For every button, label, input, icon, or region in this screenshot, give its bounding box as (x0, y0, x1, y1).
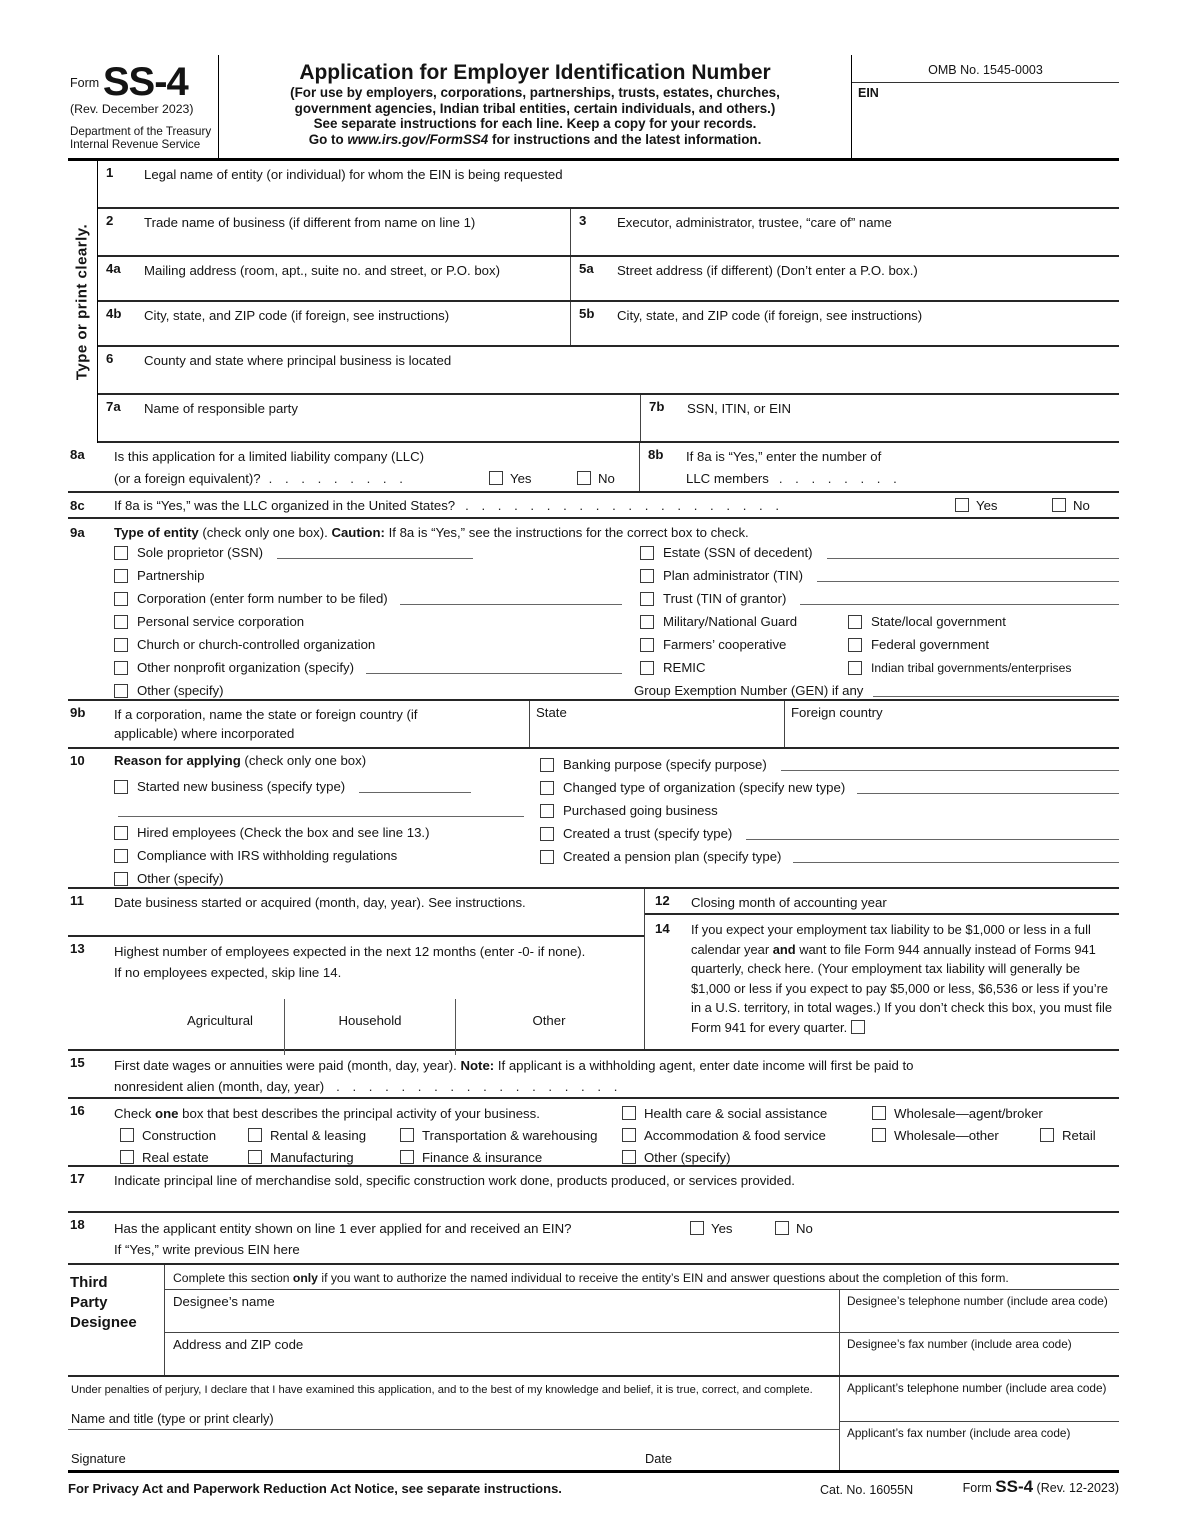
fill-line[interactable] (873, 684, 1119, 697)
line-7a-responsible-party[interactable] (98, 395, 641, 441)
line-label: Indicate principal line of merchandise sold, specific construction work done, products produced, or services provided. (114, 1173, 795, 1188)
purchased-going-business-checkbox[interactable] (540, 804, 554, 818)
line-label: City, state, and ZIP code (if foreign, see instructions) (144, 308, 450, 323)
started-new-business-checkbox[interactable] (114, 780, 128, 794)
option-label: Transportation & warehousing (422, 1127, 598, 1143)
line-number: 12 (655, 893, 670, 908)
line-number: 8a (70, 447, 85, 462)
line-number: 13 (70, 941, 85, 956)
irs-withholding-compliance-checkbox[interactable] (114, 849, 128, 863)
fill-line[interactable] (857, 781, 1119, 794)
name-and-title-cell[interactable]: Name and title (type or print clearly) (68, 1403, 839, 1430)
applicant-fax-cell[interactable]: Applicant’s fax number (include area code) (847, 1426, 1071, 1440)
line-label: County and state where principal business is located (144, 353, 452, 368)
sole-proprietor-checkbox[interactable] (114, 546, 128, 560)
catalog-number: Cat. No. 16055N (820, 1483, 914, 1497)
option-label: Banking purpose (specify purpose) (563, 757, 767, 772)
line-label: SSN, ITIN, or EIN (687, 401, 792, 416)
no-label: No (796, 1220, 813, 1236)
line-3-executor[interactable] (571, 209, 1119, 255)
employee-columns (156, 999, 644, 1055)
option-label: Trust (TIN of grantor) (663, 591, 787, 606)
option-label: State/local government (871, 614, 1006, 629)
hired-employees-checkbox[interactable] (114, 826, 128, 840)
signature-section (68, 1377, 1119, 1473)
fill-line[interactable] (277, 546, 473, 559)
gen-label: Group Exemption Number (GEN) if any (634, 683, 864, 698)
fill-line[interactable] (746, 827, 1119, 840)
lines-1-7-block (68, 161, 1119, 443)
line-label: Trade name of business (if different from name on line 1) (144, 215, 476, 230)
option-label: Health care & social assistance (644, 1105, 828, 1121)
line-label: Closing month of accounting year (691, 895, 887, 910)
date-label: Date (645, 1451, 673, 1466)
lines-11-13-column (68, 889, 645, 1049)
form-header (68, 55, 1119, 161)
line-18-yes-checkbox[interactable] (690, 1221, 704, 1235)
line-number: 9a (70, 524, 85, 540)
rental-leasing-checkbox[interactable] (248, 1128, 262, 1142)
caution-label: Caution: (331, 524, 385, 540)
form-footer (68, 1473, 1119, 1507)
form-word: Form (70, 76, 100, 90)
line-10-reason-right (540, 749, 1119, 887)
option-label: Military/National Guard (663, 614, 798, 629)
other-activity-checkbox[interactable] (622, 1150, 636, 1164)
yes-label: Yes (510, 470, 532, 486)
trust-checkbox[interactable] (640, 592, 654, 606)
line-2-trade-name[interactable] (98, 209, 571, 255)
line-7b-ssn-itin-ein[interactable] (641, 395, 1119, 441)
form-944-checkbox[interactable] (851, 1020, 865, 1034)
form-ss4 (68, 55, 1119, 1507)
option-label: Manufacturing (270, 1149, 354, 1165)
line-8b-llc-members[interactable] (640, 443, 1119, 491)
form-title-block (219, 55, 852, 158)
line-8c-label: If 8a is “Yes,” was the LLC organized in the United States? (114, 497, 456, 513)
foreign-country-label: Foreign country (791, 705, 883, 720)
line-number: 2 (106, 213, 114, 228)
line-18-label: Has the applicant entity shown on line 1 ever applied for and received an EIN? (114, 1220, 572, 1236)
wholesale-other-checkbox[interactable] (872, 1128, 886, 1142)
line-5a-street-address[interactable] (571, 257, 1119, 300)
no-label: No (598, 470, 615, 486)
line-number: 17 (70, 1171, 85, 1186)
yes-label: Yes (711, 1220, 733, 1236)
ein-entry-box[interactable]: EIN (858, 86, 879, 100)
option-label: Farmers’ cooperative (663, 637, 787, 652)
line-13-text-1: Highest number of employees expected in the next 12 months (enter -0- if none). (114, 944, 586, 959)
line-8b-text-1: If 8a is “Yes,” enter the number of (686, 449, 882, 464)
type-or-print-clearly-label: Type or print clearly. (73, 223, 91, 381)
farmers-cooperative-checkbox[interactable] (640, 638, 654, 652)
entity-type-left-column (114, 541, 640, 702)
dot-leader: . . . . . . . . . . . . . . . . . . (336, 1079, 618, 1094)
accommodation-food-checkbox[interactable] (622, 1128, 636, 1142)
line-number: 4b (106, 306, 122, 321)
line-8c-yes-checkbox[interactable] (955, 498, 969, 512)
line-number: 3 (579, 213, 587, 228)
line-15-first-wages: 15 First date wages or annuities were paid (month, day, year). Note: If applicant is a withholding agent, enter date income will first be paid to nonresident alien (month, day, year) . . . . . . . . . . . . . . . . . . (68, 1051, 1119, 1099)
option-label: Accommodation & food service (644, 1127, 826, 1143)
other-reason-checkbox[interactable] (114, 872, 128, 886)
fill-line[interactable] (827, 546, 1119, 559)
line-number: 9b (70, 705, 86, 720)
line-label: Name of responsible party (144, 401, 298, 416)
line-number: 18 (70, 1217, 85, 1232)
state-cell[interactable] (530, 701, 785, 747)
previous-ein-label: If “Yes,” write previous EIN here (114, 1242, 300, 1257)
created-pension-plan-checkbox[interactable] (540, 850, 554, 864)
entity-type-right-column (634, 541, 1119, 702)
privacy-act-notice: For Privacy Act and Paperwork Reduction Act Notice, see separate instructions. (68, 1481, 562, 1496)
dot-leader: . . . . . . . . (778, 470, 897, 486)
line-number: 5a (579, 261, 594, 276)
option-label: Hired employees (Check the box and see line 13.) (137, 825, 430, 840)
option-label: Created a pension plan (specify type) (563, 849, 782, 864)
church-organization-checkbox[interactable] (114, 638, 128, 652)
option-label: Changed type of organization (specify new type) (563, 780, 846, 795)
federal-government-checkbox[interactable] (848, 638, 862, 652)
agricultural-cell[interactable]: Agricultural (187, 1013, 253, 1028)
partnership-checkbox[interactable] (114, 569, 128, 583)
irs-label: Internal Revenue Service (70, 138, 201, 151)
irs-url: www.irs.gov/FormSS4 (347, 132, 489, 147)
line-16-principal-activity: 16 Check one box that best describes the principal activity of your business. Health care & social assistance Wholesale—agent/broker Construction Rental & leasing Transportation & warehousing Accommodation & food service Wholesale—other Retail Real estate Manufacturing Finance & insurance Other (specify) (68, 1099, 1119, 1167)
transportation-warehousing-checkbox[interactable] (400, 1128, 414, 1142)
line-4a-mailing-address[interactable] (98, 257, 571, 300)
reason-for-applying-label: Reason for applying (114, 753, 241, 768)
option-label: Sole proprietor (SSN) (137, 545, 264, 560)
option-label: Church or church-controlled organization (137, 637, 376, 652)
household-cell[interactable]: Household (284, 999, 456, 1055)
option-label: Indian tribal governments/enterprises (871, 660, 1072, 675)
construction-checkbox[interactable] (120, 1128, 134, 1142)
line-8a-yes-checkbox[interactable] (489, 471, 503, 485)
note-label: Note: (460, 1058, 495, 1073)
yes-label: Yes (976, 497, 998, 513)
real-estate-checkbox[interactable] (120, 1150, 134, 1164)
option-label: Other (specify) (644, 1149, 731, 1165)
option-label: Plan administrator (TIN) (663, 568, 803, 583)
line-6-county-state[interactable] (98, 347, 1119, 395)
line-number: 5b (579, 306, 595, 321)
option-label: Started new business (specify type) (137, 779, 346, 794)
line-number: 6 (106, 351, 114, 366)
fill-line[interactable] (366, 661, 622, 674)
designee-intro: Complete this section only if you want to authorize the named individual to receive the entity’s EIN and answer questions about the completion of this form. (165, 1265, 1119, 1290)
line-11-date-started[interactable] (68, 889, 644, 937)
line-18-prior-ein (68, 1213, 1119, 1265)
fill-line[interactable] (118, 801, 524, 817)
third-party-designee-section (68, 1265, 1119, 1377)
military-national-guard-checkbox[interactable] (640, 615, 654, 629)
line-8a-llc-question (68, 443, 640, 491)
line-label: Street address (if different) (Don’t enter a P.O. box.) (617, 263, 918, 278)
perjury-statement: Under penalties of perjury, I declare that I have examined this application, and to the best of my knowledge and belief, it is true, correct, and complete. (71, 1384, 813, 1396)
line-8c-llc-organized-us (68, 493, 1119, 519)
fill-line[interactable] (800, 592, 1119, 605)
form-instruction-1: See separate instructions for each line. Keep a copy for your records. (313, 116, 757, 131)
omb-ein-block (852, 55, 1119, 158)
option-label: Purchased going business (563, 803, 718, 818)
fill-line[interactable] (359, 780, 471, 793)
line-number: 10 (70, 753, 85, 768)
line-1-legal-name[interactable] (98, 161, 1119, 209)
created-trust-checkbox[interactable] (540, 827, 554, 841)
option-label: Partnership (137, 568, 205, 583)
signature-date-row[interactable] (68, 1430, 839, 1470)
omb-number: OMB No. 1545-0003 (852, 55, 1119, 83)
health-care-checkbox[interactable] (622, 1106, 636, 1120)
form-revision: (Rev. December 2023) (70, 102, 194, 116)
line-4b-city-state-zip[interactable] (98, 302, 571, 345)
side-strip (68, 161, 97, 443)
line-8c-no-checkbox[interactable] (1052, 498, 1066, 512)
option-label: Other nonprofit organization (specify) (137, 660, 354, 675)
option-label: Finance & insurance (422, 1149, 543, 1165)
line-number: 7a (106, 399, 121, 414)
signature-label: Signature (71, 1451, 126, 1466)
other-cell[interactable]: Other (532, 1013, 566, 1028)
line-17-merchandise[interactable] (68, 1167, 1119, 1213)
retail-checkbox[interactable] (1040, 1128, 1054, 1142)
line-8a-no-checkbox[interactable] (577, 471, 591, 485)
foreign-country-cell[interactable] (785, 701, 1119, 747)
form-instruction-2: Go to www.irs.gov/FormSS4 for instructions and the latest information. (308, 132, 762, 147)
dot-leader: . . . . . . . . . . . . . . . . . . . . (465, 497, 780, 513)
line-number: 8c (70, 497, 85, 513)
fill-line[interactable] (400, 592, 622, 605)
line-9a-entity-type: 9a Type of entity (check only one box). Caution: If 8a is “Yes,” see the instructions for the correct box to check. Sole proprietor (SSN) Partnership Corporation (enter form number to be filed) Personal service corporation Church or church-controlled organization Other nonprofit organization (specify) Other (specify) Estate (SSN of decedent) Plan administrator (TIN) Trust (TIN of grantor) Military/National Guard State/local government Farmers’ cooperative Federal government REMIC Indian tribal governments/enterprises Group Exemption Number (GEN) if any (68, 519, 1119, 701)
line-label: Mailing address (room, apt., suite no. and street, or P.O. box) (144, 263, 500, 278)
form-id-block (68, 55, 219, 158)
line-8a-text-2: (or a foreign equivalent)? (114, 470, 261, 486)
changed-organization-type-checkbox[interactable] (540, 781, 554, 795)
option-label: REMIC (663, 660, 706, 675)
line-10-reason-left: 10 Reason for applying (check only one box) Started new business (specify type) Hired employees (Check the box and see line 13.) Compliance with IRS withholding regulations Other (specify) (68, 749, 540, 887)
designee-name-cell[interactable]: Designee’s name (165, 1290, 840, 1332)
line-12-closing-month[interactable] (645, 889, 1119, 915)
line-label: Legal name of entity (or individual) for whom the EIN is being requested (144, 167, 563, 182)
option-label: Personal service corporation (137, 614, 305, 629)
line-number: 7b (649, 399, 665, 414)
line-9b-incorporation: 9b If a corporation, name the state or foreign country (if applicable) where incorporated (68, 701, 530, 747)
line-label: Date business started or acquired (month, day, year). See instructions. (114, 895, 526, 910)
banking-purpose-checkbox[interactable] (540, 758, 554, 772)
line-number: 16 (70, 1103, 85, 1118)
indian-tribal-checkbox[interactable] (848, 661, 862, 675)
footer-form-id: Form SS-4 (Rev. 12-2023) (962, 1477, 1119, 1496)
option-label: Federal government (871, 637, 990, 652)
option-label: Other (specify) (137, 683, 224, 698)
line-13-employees (68, 937, 644, 1049)
option-label: Wholesale—agent/broker (894, 1105, 1043, 1121)
third-party-designee-label: Third Party Designee (68, 1265, 165, 1375)
form-title: Application for Employer Identification Number (299, 61, 771, 84)
lines-12-14-column (645, 889, 1119, 1049)
option-label: Real estate (142, 1149, 209, 1165)
remic-checkbox[interactable] (640, 661, 654, 675)
option-label: Other (specify) (137, 871, 224, 886)
line-5b-city-state-zip[interactable] (571, 302, 1119, 345)
designee-phone-cell[interactable]: Designee’s telephone number (include area code) (847, 1294, 1108, 1308)
line-number: 14 (655, 921, 670, 936)
line-number: 8b (648, 447, 664, 462)
form-subtitle: (For use by employers, corporations, partnerships, trusts, estates, churches, government agencies, Indian tribal entities, certain individuals, and others.) (290, 85, 780, 116)
option-label: Rental & leasing (270, 1127, 367, 1143)
fill-line[interactable] (781, 758, 1119, 771)
option-label: Retail (1062, 1127, 1096, 1143)
line-13-text-2: If no employees expected, skip line 14. (114, 965, 342, 980)
estate-checkbox[interactable] (640, 546, 654, 560)
designee-address-cell[interactable]: Address and ZIP code (165, 1333, 840, 1375)
plan-administrator-checkbox[interactable] (640, 569, 654, 583)
designee-fax-cell[interactable]: Designee’s fax number (include area code) (847, 1337, 1072, 1351)
applicant-phone-cell[interactable]: Applicant’s telephone number (include area code) (840, 1377, 1119, 1422)
line-label: City, state, and ZIP code (if foreign, see instructions) (617, 308, 923, 323)
personal-service-corporation-checkbox[interactable] (114, 615, 128, 629)
finance-insurance-checkbox[interactable] (400, 1150, 414, 1164)
dept-treasury: Department of the Treasury (70, 125, 212, 138)
line-number: 11 (70, 893, 84, 908)
option-label: Construction (142, 1127, 217, 1143)
other-nonprofit-checkbox[interactable] (114, 661, 128, 675)
line-14-form-944: 14 If you expect your employment tax liability to be $1,000 or less in a full calendar year and want to file Form 944 annually instead of Forms 941 quarterly, check here. (Your employment tax liability will generally be $1,000 or less if you expect to pay $5,000 or less, $6,536 or less if you’re in a U.S. territory, in total wages.) If you don’t check this box, you must file Form 941 for every quarter. (645, 915, 1119, 1037)
other-entity-checkbox[interactable] (114, 684, 128, 698)
line-number: 15 (70, 1055, 85, 1070)
line-8b-text-2: LLC members (686, 470, 769, 486)
option-label: Wholesale—other (894, 1127, 999, 1143)
option-label: Created a trust (specify type) (563, 826, 733, 841)
state-label: State (536, 705, 567, 720)
form-number: SS-4 (102, 60, 188, 104)
option-label: Compliance with IRS withholding regulations (137, 848, 398, 863)
fill-line[interactable] (793, 850, 1119, 863)
option-label: Estate (SSN of decedent) (663, 545, 813, 560)
line-label: Executor, administrator, trustee, “care of” name (617, 215, 892, 230)
fill-line[interactable] (817, 569, 1119, 582)
line-18-no-checkbox[interactable] (775, 1221, 789, 1235)
line-number: 4a (106, 261, 121, 276)
corporation-checkbox[interactable] (114, 592, 128, 606)
manufacturing-checkbox[interactable] (248, 1150, 262, 1164)
option-label: Corporation (enter form number to be filed) (137, 591, 388, 606)
state-local-government-checkbox[interactable] (848, 615, 862, 629)
line-number: 1 (106, 165, 114, 180)
wholesale-agent-broker-checkbox[interactable] (872, 1106, 886, 1120)
no-label: No (1073, 497, 1090, 513)
line-8a-text-1: Is this application for a limited liability company (LLC) (114, 449, 425, 464)
line-9a-bold: Type of entity (114, 524, 199, 540)
dot-leader: . . . . . . . . . (268, 470, 403, 486)
